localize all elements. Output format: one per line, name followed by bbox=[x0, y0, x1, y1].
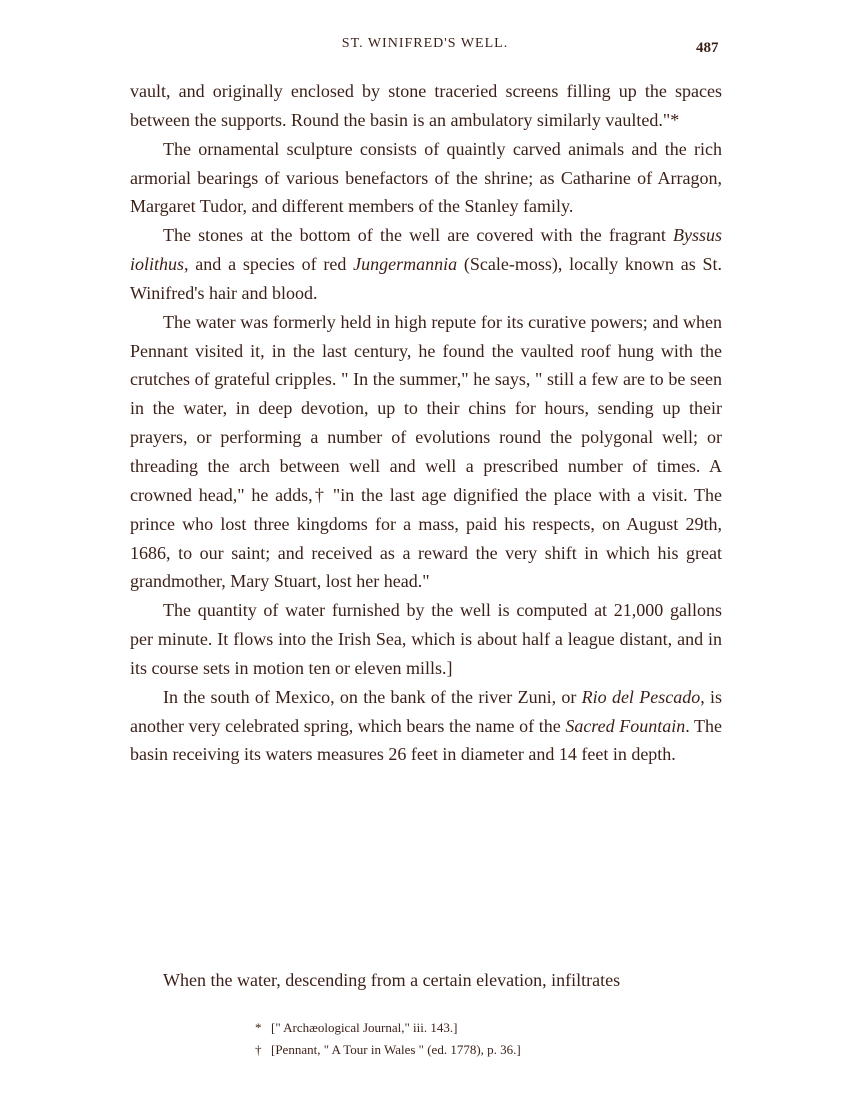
paragraph bbox=[130, 77, 722, 135]
paragraph bbox=[130, 135, 722, 222]
text-run: In the south of Mexico, on the bank of the river Zuni, or bbox=[163, 686, 582, 707]
paragraph bbox=[130, 596, 722, 683]
paragraph bbox=[130, 308, 722, 596]
body-text bbox=[130, 77, 722, 769]
text-run: (Scale-moss), locally known as St. Winifred's hair and blood. bbox=[130, 254, 722, 303]
italic-term: Byssus iolithus bbox=[130, 225, 722, 275]
italic-term: Jungermannia bbox=[353, 254, 458, 275]
continuing-paragraph: When the water, descending from a certain elevation, infiltrates bbox=[163, 970, 621, 990]
paragraph bbox=[130, 221, 722, 308]
text-run: The ornamental sculpture consists of quaintly carved animals and the rich armorial bearings of various benefactors of the shrine; as Catharine of Arragon, Margaret Tudor, and different members of the Stanley family. bbox=[130, 138, 722, 217]
text-run: , and a species of red bbox=[184, 254, 354, 275]
page-number: 487 bbox=[696, 40, 719, 56]
text-run: The water was formerly held in high repute for its curative powers; and when Pennant visited it, in the last century, he found the vaulted roof hung with the crutches of grateful cripples. " In the summer," he says, " still a few are to be seen in the water, in deep devotion, up to their chins for hours, sending up their prayers, or performing a number of evolutions round the polygonal well; or threading the arch between well and well a prescribed number of times. A crowned head," he adds,† "in the last age dignified the place with a visit. The prince who lost three kingdoms for a mass, paid his respects, on August 29th, 1686, to our saint; and received as a reward the very shift in which his great grandmother, Mary Stuart, lost her head." bbox=[130, 311, 722, 592]
text-run: , is another very celebrated spring, which bears the name of the bbox=[130, 686, 722, 736]
footnotes bbox=[255, 1017, 521, 1061]
footnote-2 bbox=[255, 1039, 521, 1061]
text-run: The quantity of water furnished by the well is computed at 21,000 gallons per minute. It flows into the Irish Sea, which is about half a league distant, and in its course sets in motion ten or eleven mills.] bbox=[130, 600, 722, 678]
running-title: ST. WINIFRED'S WELL. bbox=[341, 36, 509, 51]
italic-term: Sacred Fountain bbox=[565, 715, 686, 736]
text-run: . The basin receiving its waters measures 26 feet in diameter and 14 feet in depth. bbox=[130, 715, 722, 765]
text-run: vault, and originally enclosed by stone traceried screens filling up the spaces between the supports. Round the basin is an ambulatory similarly vaulted."* bbox=[130, 81, 722, 130]
text-run: The stones at the bottom of the well are covered with the fragrant bbox=[163, 225, 673, 246]
footnote-1 bbox=[255, 1017, 521, 1039]
paragraph bbox=[130, 683, 722, 770]
footnote-text: [" Archæological Journal," iii. 14​3.] bbox=[271, 1020, 458, 1035]
footnote-mark: † bbox=[255, 1042, 262, 1057]
italic-term: Rio del Pescado bbox=[581, 686, 701, 707]
footnote-mark: * bbox=[255, 1020, 262, 1035]
footnote-text: [Pennant, " A Tour in Wales " (ed. 1778), p. 36.] bbox=[271, 1042, 521, 1057]
